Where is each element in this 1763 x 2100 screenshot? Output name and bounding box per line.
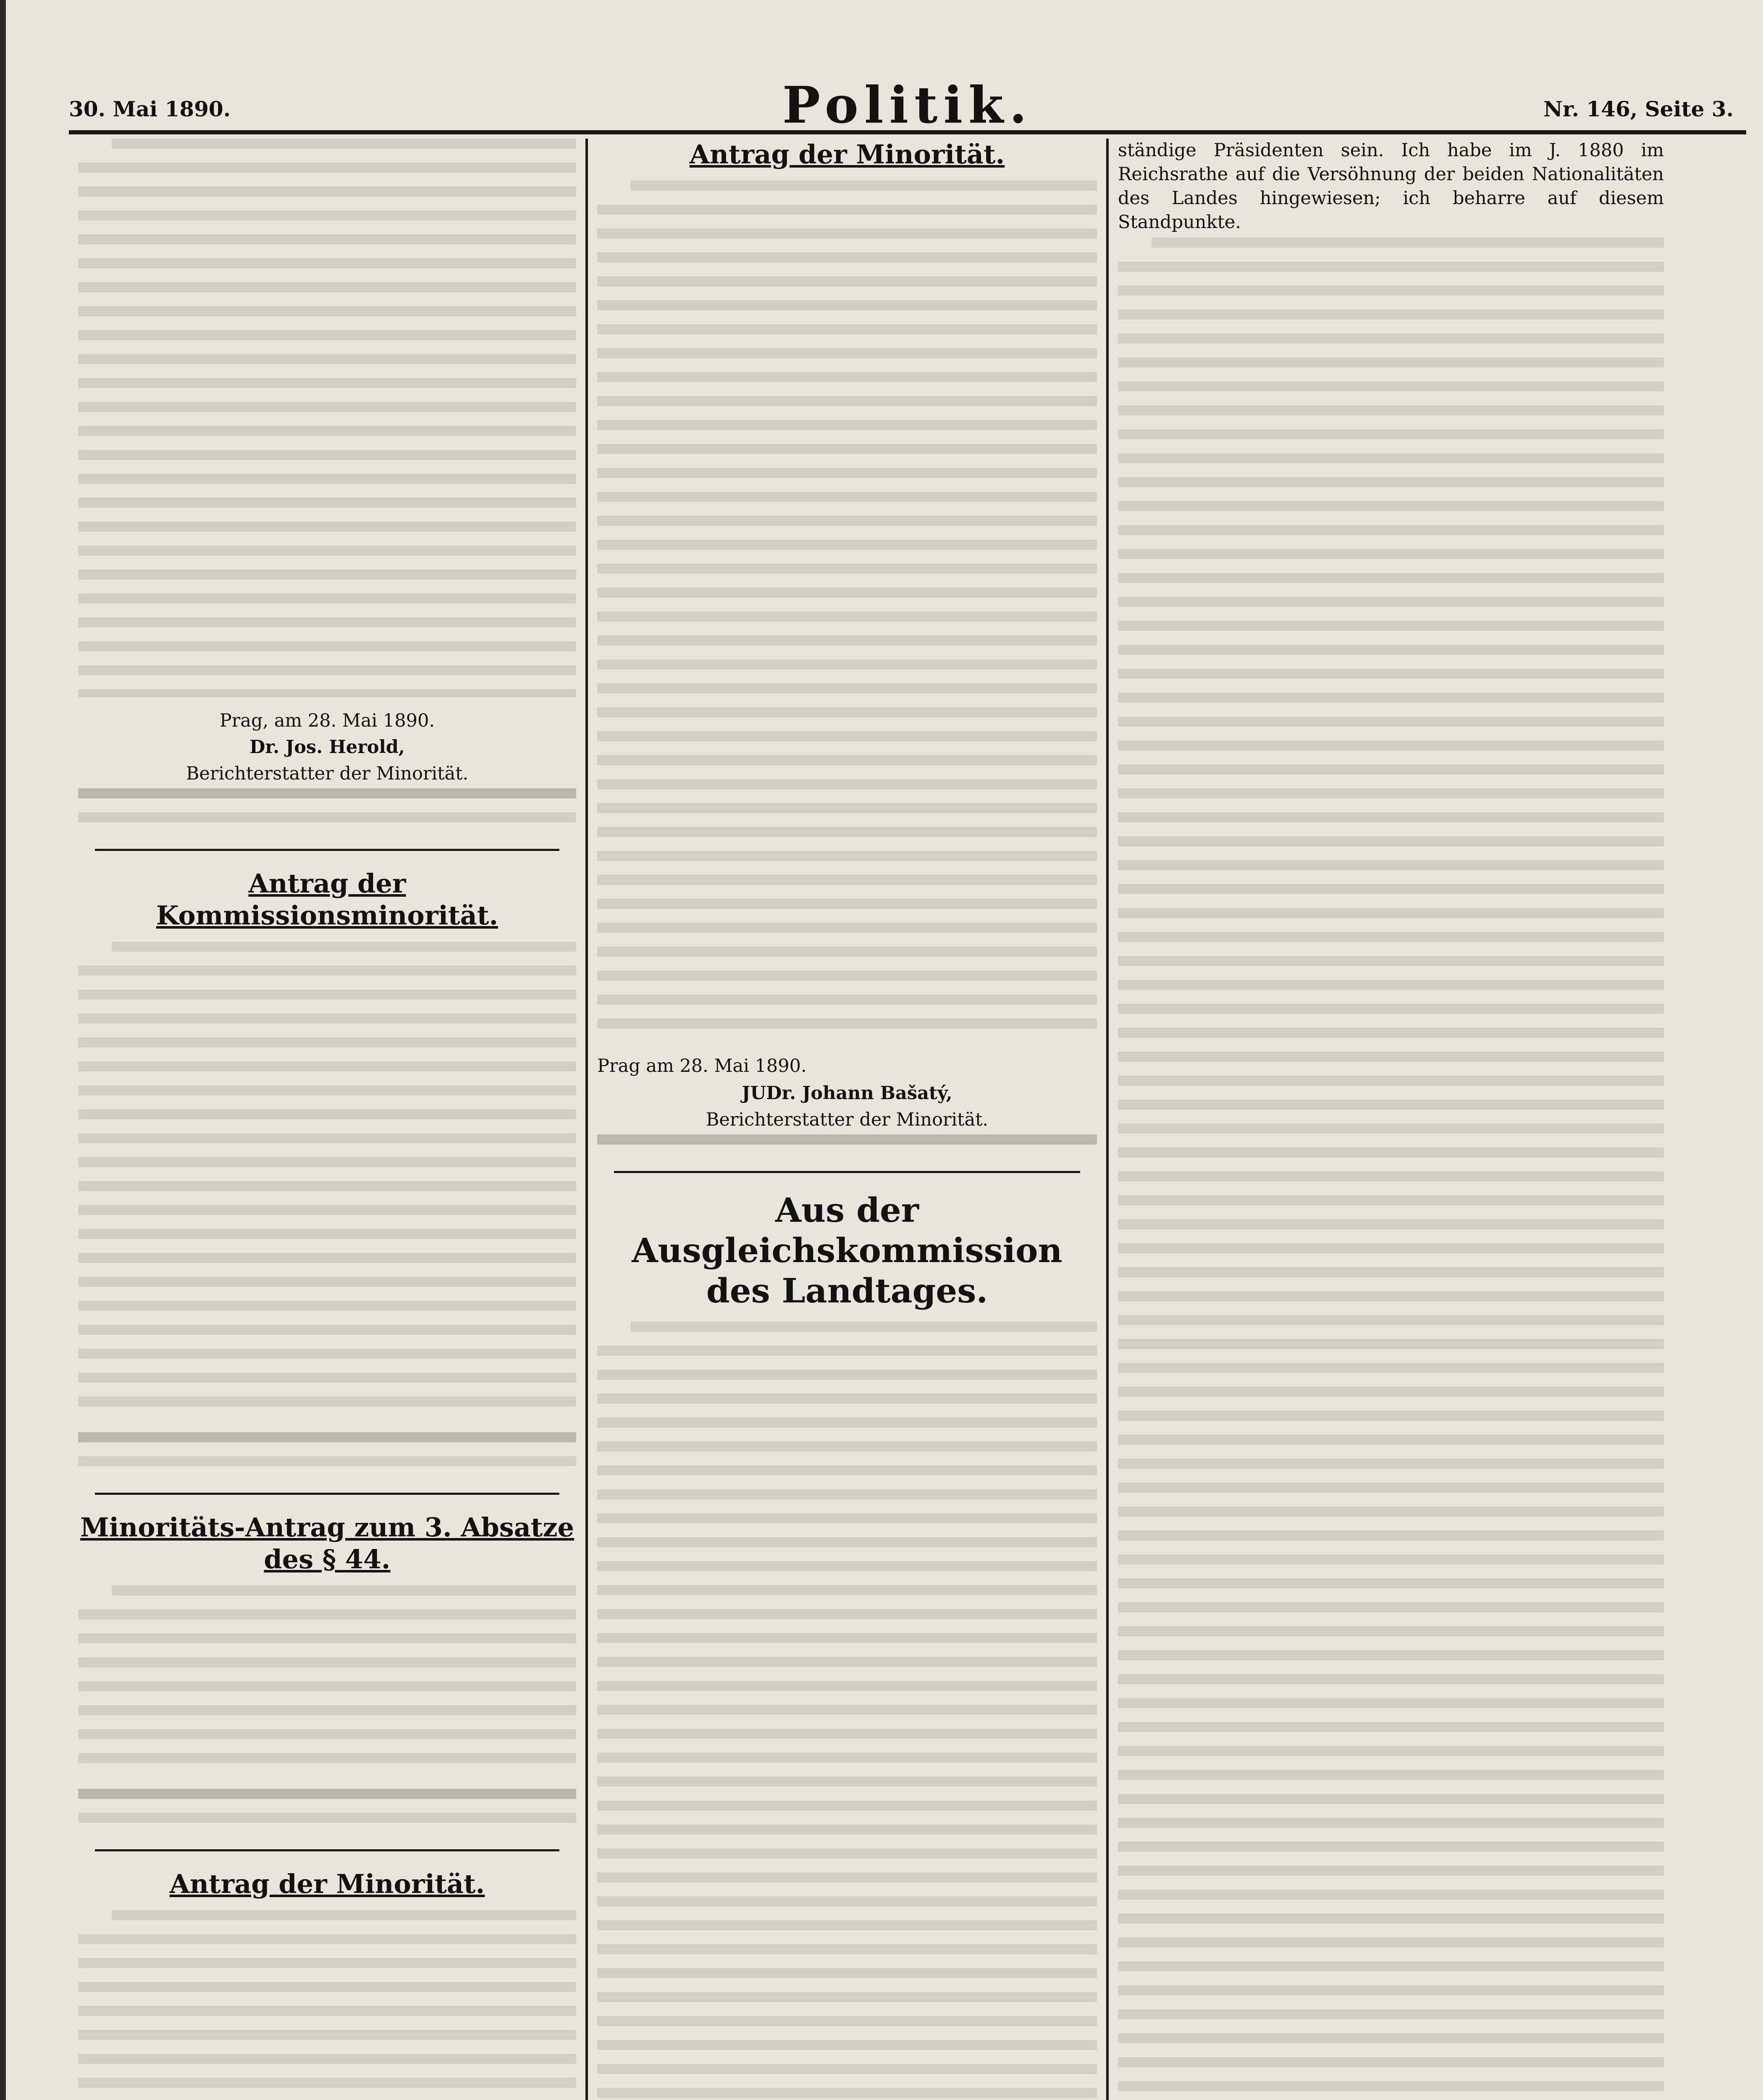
place-date: Prag am 28. Mai 1890. [597,1055,807,1076]
text-placeholder [597,1322,1097,2100]
section-divider [95,1849,559,1851]
heading-ausgleichskommission: Aus der Ausgleichskommission des Landtages. [632,1190,1063,1310]
heading-minoritaets-antrag: Minoritäts-Antrag zum 3. Absatze des § 44. [80,1512,575,1575]
text-placeholder [1118,238,1664,2100]
section-divider [95,1493,559,1495]
heading-antrag-der-minoritaet: Antrag der Minorität. [169,1869,485,1899]
signature: Dr. Jos. Herold, [249,737,405,758]
signature-role: Berichterstatter der Minorität. [706,1109,989,1130]
text-placeholder [78,1586,576,1777]
section-divider [95,849,559,851]
text-placeholder [78,1789,576,1837]
text-placeholder [78,139,576,697]
column-1 [69,139,585,2100]
text-placeholder [597,1134,1097,1158]
text-placeholder [78,788,576,836]
column-3 [1106,139,1673,2100]
signature: JUDr. Johann Bašatý, [742,1083,952,1104]
section-divider [614,1171,1080,1173]
section-title: Politik. [782,76,1033,135]
text-placeholder [78,1432,576,1480]
heading-antrag-der-minoritaet: Antrag der Minorität. [689,139,1005,170]
place-date: Prag, am 28. Mai 1890. [219,710,435,731]
text-placeholder [78,942,576,1420]
text-placeholder [597,181,1097,1042]
column-2 [585,139,1106,2100]
page-header [69,71,1746,134]
heading-antrag-kommissionsminoritaet: Antrag der Kommissionsminorität. [156,868,498,931]
text-placeholder [78,1910,576,2100]
issue-date: 30. Mai 1890. [69,97,231,121]
issue-number: Nr. 146, Seite 3. [1543,97,1734,121]
signature-role: Berichterstatter der Minorität. [186,763,469,784]
header-rule [69,130,1746,134]
paragraph: ständige Präsidenten sein. Ich habe im J. 1880 im Reichsrathe auf die Versöhnung der beiden Nationalitäten des Landes hingewiesen; ich beharre auf diesem Standpunkte. [1118,140,1664,233]
